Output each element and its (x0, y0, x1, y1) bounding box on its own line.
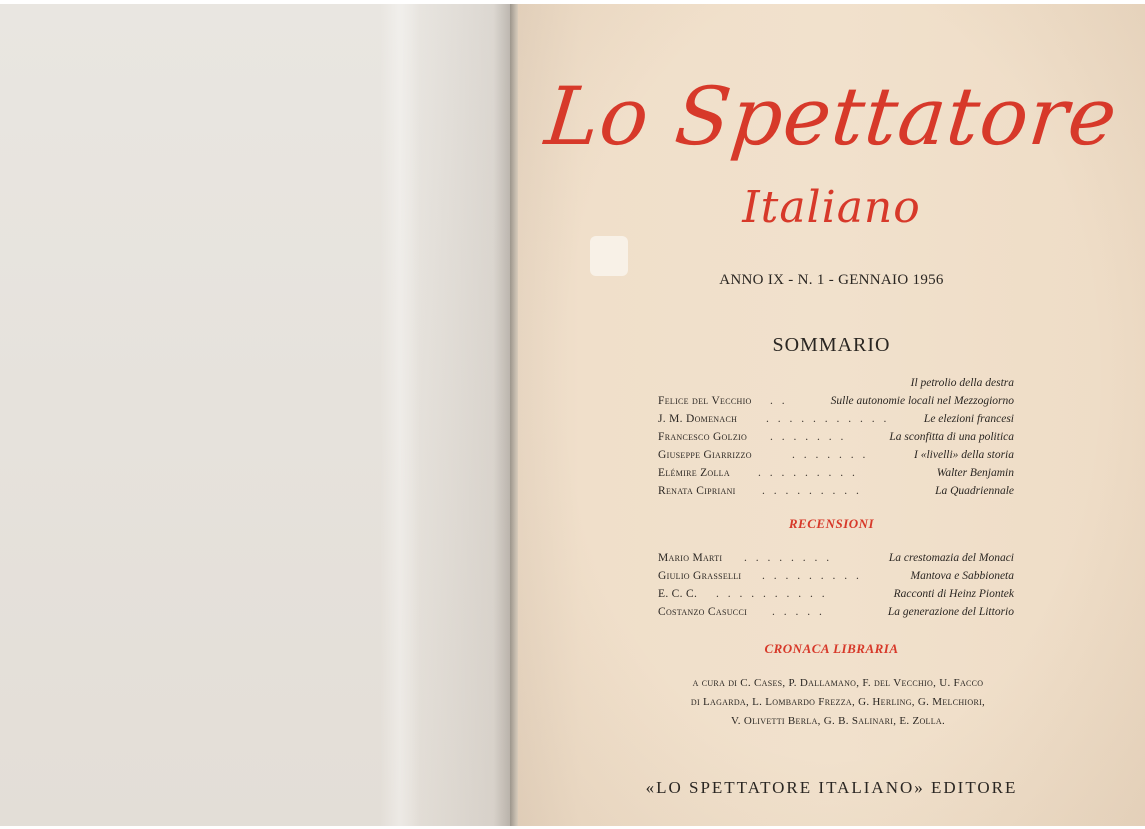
toc-leader-dots: . . . . . . . (770, 431, 847, 443)
toc-entry (658, 446, 1014, 464)
sommario-heading: SOMMARIO (772, 334, 891, 356)
masthead-subtitle: Italiano (742, 182, 921, 233)
review-entry (658, 549, 1014, 567)
toc-entry (658, 410, 1014, 428)
left-blank-page (0, 4, 514, 826)
credits-line: a cura di C. Cases, P. Dallamano, F. del Vecchio, U. Facco (692, 677, 984, 689)
toc-leader-dots: . . . . . . . . . (758, 467, 858, 479)
toc-title: La Quadriennale (935, 485, 1014, 497)
review-title: Mantova e Sabbioneta (910, 570, 1014, 582)
toc-leader-dots: . . . . . . . . . . (716, 588, 828, 600)
review-entry (658, 603, 1014, 621)
toc-entry (658, 482, 1014, 500)
toc-entry (658, 392, 1014, 410)
review-author: E. C. C. (658, 588, 698, 600)
cronaca-heading: CRONACA LIBRARIA (764, 641, 899, 656)
toc-leader-dots: . . . . . . . . . (762, 485, 862, 497)
toc-title: La sconfitta di una politica (889, 431, 1014, 443)
recensioni-heading: RECENSIONI (788, 516, 875, 531)
toc-title: Il petrolio della destra (910, 377, 1014, 389)
publisher-imprint: «LO SPETTATORE ITALIANO» EDITORE (645, 778, 1018, 797)
review-title: Racconti di Heinz Piontek (893, 588, 1014, 600)
toc-leader-dots: . . . . . . . (792, 449, 869, 461)
title-page (518, 4, 1145, 826)
toc-title: Le elezioni francesi (923, 413, 1014, 425)
toc-entry (658, 428, 1014, 446)
review-entry (658, 585, 1014, 603)
masthead-title: Lo Spettatore (541, 70, 1122, 163)
toc-author: Renata Cipriani (658, 485, 736, 497)
toc-leader-dots: . . (770, 395, 788, 407)
review-author: Mario Marti (658, 552, 723, 564)
toc-title: Walter Benjamin (936, 467, 1014, 479)
toc-leader-dots: . . . . . . . . (744, 552, 833, 564)
toc-entry (658, 374, 1014, 392)
toc-author: J. M. Domenach (658, 413, 738, 425)
review-title: La generazione del Littorio (887, 606, 1014, 618)
toc-title: Sulle autonomie locali nel Mezzogiorno (830, 395, 1014, 407)
credits-line: di Lagarda, L. Lombardo Frezza, G. Herling, G. Melchiori, (690, 696, 986, 708)
toc-leader-dots: . . . . . . . . . . . (766, 413, 890, 425)
toc-author: Elémire Zolla (658, 467, 730, 479)
toc-entry (658, 464, 1014, 482)
review-author: Costanzo Casucci (658, 606, 748, 618)
toc-author: Giuseppe Giarrizzo (658, 449, 752, 461)
toc-author: Felice del Vecchio (658, 395, 752, 407)
toc-title: I «livelli» della storia (914, 449, 1014, 461)
review-entry (658, 567, 1014, 585)
toc-author: Francesco Golzio (658, 431, 748, 443)
credits-line: V. Olivetti Berla, G. B. Salinari, E. Zolla. (730, 715, 946, 727)
review-title: La crestomazia del Monaci (888, 552, 1014, 564)
review-author: Giulio Grasselli (658, 570, 742, 582)
issue-line: ANNO IX - N. 1 - GENNAIO 1956 (719, 272, 944, 288)
toc-leader-dots: . . . . . (772, 606, 825, 618)
toc-leader-dots: . . . . . . . . . (762, 570, 862, 582)
cronaca-credits (638, 674, 1038, 731)
